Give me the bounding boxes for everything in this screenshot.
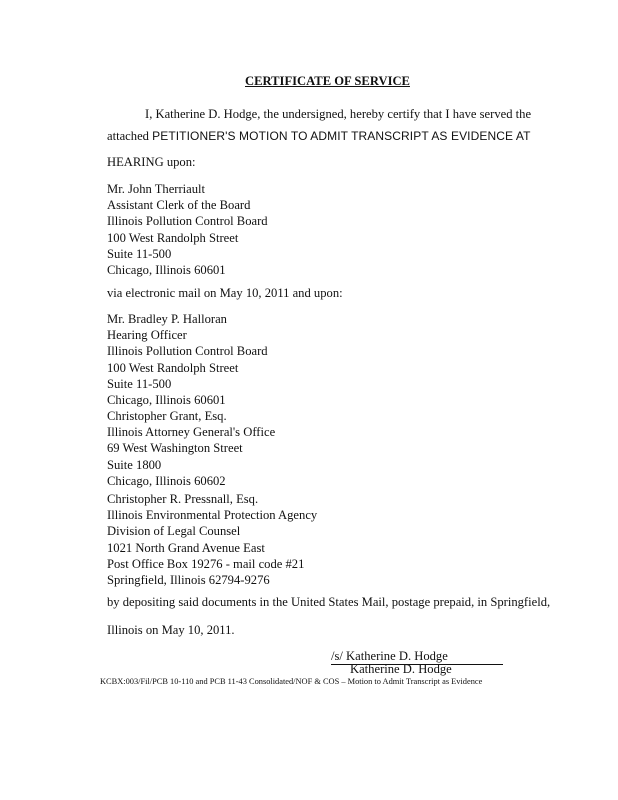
via-electronic-mail: via electronic mail on May 10, 2011 and upon: bbox=[107, 286, 343, 300]
address-line: Springfield, Illinois 62794-9276 bbox=[107, 573, 270, 588]
document-footer: KCBX:003/Fil/PCB 10-110 and PCB 11-43 Consolidated/NOF & COS – Motion to Admit Transcript as Evidence bbox=[100, 677, 483, 686]
address-line: Hearing Officer bbox=[107, 328, 187, 343]
recipient-address-hearing-officer bbox=[107, 311, 268, 408]
recipient-address-attorney-general bbox=[107, 408, 275, 489]
recipient-address-clerk bbox=[107, 181, 268, 278]
address-line: 1021 North Grand Avenue East bbox=[107, 540, 265, 555]
address-line: Suite 1800 bbox=[107, 457, 162, 472]
depositing-statement: by depositing said documents in the United States Mail, postage prepaid, in Springfield, bbox=[107, 595, 551, 609]
attached-word: attached bbox=[107, 129, 149, 143]
address-line: Suite 11-500 bbox=[107, 246, 172, 261]
document-title: CERTIFICATE OF SERVICE bbox=[245, 74, 410, 88]
address-line: Christopher R. Pressnall, Esq. bbox=[107, 492, 259, 506]
address-line: Illinois Environmental Protection Agency bbox=[107, 508, 318, 523]
address-line: 69 West Washington Street bbox=[107, 441, 243, 456]
address-line: Division of Legal Counsel bbox=[107, 524, 241, 539]
certification-intro: I, Katherine D. Hodge, the undersigned, hereby certify that I have served the bbox=[145, 107, 532, 121]
signer-name: Katherine D. Hodge bbox=[350, 662, 452, 676]
motion-line bbox=[107, 128, 531, 144]
address-line: Illinois Pollution Control Board bbox=[107, 214, 268, 229]
address-line: Post Office Box 19276 - mail code #21 bbox=[107, 556, 305, 571]
address-line: Mr. John Therriault bbox=[107, 182, 206, 196]
hearing-line: HEARING upon: bbox=[107, 155, 196, 169]
address-line: Illinois Pollution Control Board bbox=[107, 344, 268, 359]
address-line: Chicago, Illinois 60601 bbox=[107, 263, 226, 278]
address-line: Chicago, Illinois 60601 bbox=[107, 393, 226, 408]
date-statement: Illinois on May 10, 2011. bbox=[107, 623, 235, 637]
address-line: Mr. Bradley P. Halloran bbox=[107, 312, 227, 326]
recipient-address-epa bbox=[107, 491, 317, 588]
address-line: Chicago, Illinois 60602 bbox=[107, 473, 226, 488]
address-line: Christopher Grant, Esq. bbox=[107, 409, 227, 423]
electronic-signature: /s/ Katherine D. Hodge bbox=[331, 648, 503, 665]
address-line: 100 West Randolph Street bbox=[107, 230, 239, 245]
address-line: 100 West Randolph Street bbox=[107, 360, 239, 375]
address-line: Suite 11-500 bbox=[107, 376, 172, 391]
address-line: Illinois Attorney General's Office bbox=[107, 425, 276, 440]
address-line: Assistant Clerk of the Board bbox=[107, 198, 251, 213]
motion-title: PETITIONER'S MOTION TO ADMIT TRANSCRIPT AS EVIDENCE AT bbox=[152, 129, 531, 143]
